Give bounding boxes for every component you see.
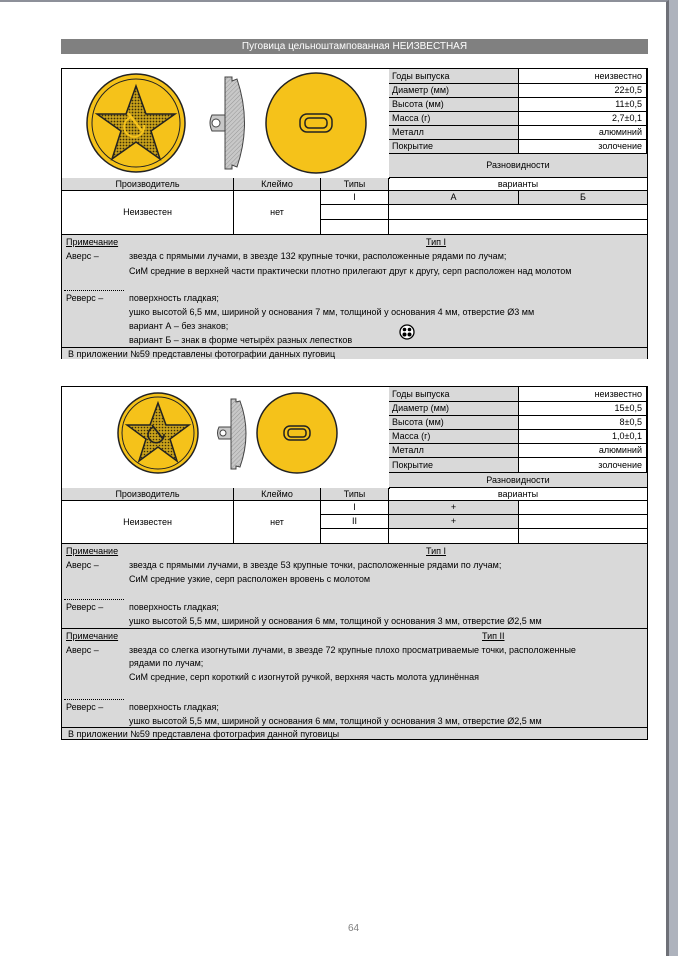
avers-line: СиМ средние, серп короткий с изогнутой ручкой, верхняя часть молота удлинённая (129, 672, 480, 682)
variants-header: варианты (389, 178, 647, 191)
mark-value: нет (234, 191, 321, 235)
spec-label: Масса (г) (389, 112, 519, 126)
type-row (321, 529, 389, 544)
avers-line: СиМ средние узкие, серп расположен вровень с молотом (129, 574, 371, 584)
variant-mark: + (389, 501, 519, 515)
note-type-label: Тип I (426, 546, 447, 556)
spec-label: Высота (мм) (389, 416, 519, 430)
mark-header: Клеймо (234, 488, 321, 501)
page-number: 64 (348, 923, 360, 934)
spec-value: 11±0,5 (519, 98, 647, 112)
spec-label: Покрытие (389, 458, 519, 473)
spec-label: Покрытие (389, 140, 519, 154)
button-drawings-icon (62, 387, 388, 487)
type-row (321, 205, 389, 220)
page-title: Пуговица цельноштампованная НЕИЗВЕСТНАЯ (61, 39, 648, 54)
variant-mark: + (389, 515, 519, 529)
note-section-type-1 (62, 544, 647, 628)
spec-label: Диаметр (мм) (389, 84, 519, 98)
maker-header: Производитель (62, 488, 234, 501)
revers-line: поверхность гладкая; (129, 602, 219, 612)
revers-line: ушко высотой 5,5 мм, шириной у основания 6 мм, толщиной у основания 3 мм, отверстие Ø2,5 мм (129, 616, 542, 626)
avers-label: Аверс – (66, 560, 99, 570)
four-petal-mark-icon (399, 324, 415, 340)
avers-line: рядами по лучам; (129, 658, 204, 668)
types-header: Типы (321, 178, 389, 191)
spec-value: 1,0±0,1 (519, 430, 647, 444)
variant-cell (389, 529, 519, 544)
avers-star-icon (118, 393, 198, 473)
revers-shank-icon (266, 73, 366, 173)
button-drawings-icon (62, 69, 388, 177)
revers-line: ушко высотой 6,5 мм, шириной у основания 7 мм, толщиной у основания 4 мм, отверстие Ø3 мм (129, 307, 535, 317)
variant-cell (519, 529, 647, 544)
button-illustrations (62, 387, 390, 489)
variant-cell (389, 205, 647, 220)
note-section-type-2 (62, 628, 647, 728)
spec-label: Высота (мм) (389, 98, 519, 112)
note-header: Примечание (66, 631, 119, 641)
type-row: I (321, 191, 389, 205)
appendix-note: В приложении №59 представлена фотография данной пуговицы (62, 727, 647, 739)
variant-col-a: А (389, 191, 519, 205)
spec-value: алюминий (519, 126, 647, 140)
avers-label: Аверс – (66, 645, 99, 655)
revers-label: Реверс – (66, 702, 104, 712)
variations-header: Разновидности (389, 154, 647, 178)
maker-value: Неизвестен (62, 501, 234, 544)
maker-header: Производитель (62, 178, 234, 191)
button-card-2 (61, 386, 648, 740)
button-card-1 (61, 68, 648, 359)
spec-value: золочение (519, 140, 647, 154)
spec-label: Годы выпуска (389, 69, 519, 84)
revers-line: вариант Б – знак в форме четырёх разных лепестков (129, 335, 353, 345)
spec-value: неизвестно (519, 387, 647, 402)
maker-value: Неизвестен (62, 191, 234, 235)
button-illustrations (62, 69, 390, 179)
note-type-label: Тип I (426, 237, 447, 247)
spec-value: 8±0,5 (519, 416, 647, 430)
avers-line: СиМ средние в верхней части практически плотно прилегают друг к другу, серп расположен над молотом (129, 266, 572, 276)
spec-label: Годы выпуска (389, 387, 519, 402)
type-row (321, 220, 389, 235)
type-row: II (321, 515, 389, 529)
revers-line: поверхность гладкая; (129, 702, 219, 712)
revers-label: Реверс – (66, 602, 104, 612)
profile-side-icon (210, 77, 245, 169)
variant-cell (519, 515, 647, 529)
spec-value: 15±0,5 (519, 402, 647, 416)
spec-label: Масса (г) (389, 430, 519, 444)
revers-line: ушко высотой 5,5 мм, шириной у основания 6 мм, толщиной у основания 3 мм, отверстие Ø2,5 мм (129, 716, 542, 726)
revers-line: вариант А – без знаков; (129, 321, 229, 331)
variants-header: варианты (389, 488, 647, 501)
revers-shank-icon (257, 393, 337, 473)
variant-col-b: Б (519, 191, 647, 205)
note-type-label: Тип II (482, 631, 505, 641)
spec-value: алюминий (519, 444, 647, 458)
spec-value: 22±0,5 (519, 84, 647, 98)
avers-label: Аверс – (66, 251, 99, 261)
types-header: Типы (321, 488, 389, 501)
mark-header: Клеймо (234, 178, 321, 191)
avers-line: звезда с прямыми лучами, в звезде 132 крупные точки, расположенные рядами по лучам; (129, 251, 507, 261)
spec-value: 2,7±0,1 (519, 112, 647, 126)
spec-value: неизвестно (519, 69, 647, 84)
spec-label: Металл (389, 126, 519, 140)
mark-value: нет (234, 501, 321, 544)
variant-cell (389, 220, 647, 235)
revers-label: Реверс – (66, 293, 104, 303)
spec-label: Металл (389, 444, 519, 458)
spec-label: Диаметр (мм) (389, 402, 519, 416)
type-row: I (321, 501, 389, 515)
revers-line: поверхность гладкая; (129, 293, 219, 303)
avers-star-icon (87, 74, 185, 172)
variant-cell (519, 501, 647, 515)
note-header: Примечание (66, 237, 119, 247)
profile-side-icon (218, 399, 247, 469)
note-header: Примечание (66, 546, 119, 556)
spec-value: золочение (519, 458, 647, 473)
variations-header: Разновидности (389, 473, 647, 488)
avers-line: звезда со слегка изогнутыми лучами, в звезде 72 крупные плохо просматриваемые точки, расположенные (129, 645, 576, 655)
avers-line: звезда с прямыми лучами, в звезде 53 крупные точки, расположенные рядами по лучам; (129, 560, 502, 570)
appendix-note: В приложении №59 представлены фотографии данных пуговиц (62, 347, 647, 359)
note-section (62, 235, 647, 348)
